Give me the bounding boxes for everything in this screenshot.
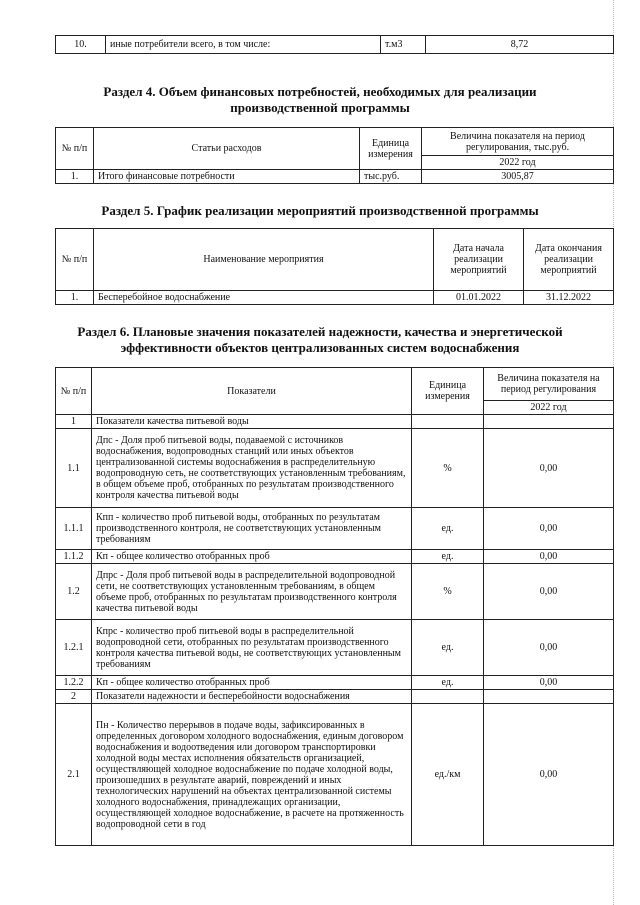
table-header-row xyxy=(56,128,614,156)
header-end: Дата окончания реализации мероприятий xyxy=(524,229,614,291)
row-value: 0,00 xyxy=(484,508,614,550)
section5-title: Раздел 5. График реализации мероприятий производственной программы xyxy=(101,203,539,218)
row-unit: % xyxy=(412,564,484,620)
header-num: № п/п xyxy=(56,229,94,291)
row-number: 1. xyxy=(56,291,94,305)
table-row xyxy=(56,550,614,564)
row-value: 0,00 xyxy=(484,564,614,620)
row-name: Кп - общее количество отобранных проб xyxy=(92,676,412,690)
header-year: 2022 год xyxy=(484,401,614,415)
section4-title-line1: Раздел 4. Объем финансовых потребностей, необходимых для реализации xyxy=(103,84,537,99)
row-name: Пн - Количество перерывов в подаче воды, зафиксированных в определенных договором холодного водоснабжения, единым договором водоснабжения и водоотведения или договором транспортировки холодной воды местах исполнения обязательств организацией, осуществляющей холодное водоснабжение по подаче холодной воды, произошедших в результате аварий, повреждений и иных технологических нарушений на объектах централизованной системы холодного водоснабжения, принадлежащих организации, осуществляющей холодное водоснабжение, в расчете на протяженность водопроводной сети в год xyxy=(92,704,412,846)
table-row xyxy=(56,415,614,429)
row-name: Итого финансовые потребности xyxy=(94,170,360,184)
table-row xyxy=(56,429,614,508)
row-number: 1. xyxy=(56,170,94,184)
row-number: 1.1.1 xyxy=(56,508,92,550)
row-number: 1.2.1 xyxy=(56,620,92,676)
table-row xyxy=(56,564,614,620)
row-unit: тыс.руб. xyxy=(360,170,422,184)
row-unit: ед./км xyxy=(412,704,484,846)
table-row xyxy=(56,291,614,305)
header-num: № п/п xyxy=(56,128,94,170)
row-name: Показатели качества питьевой воды xyxy=(92,415,412,429)
header-start: Дата начала реализации мероприятий xyxy=(434,229,524,291)
row-value: 0,00 xyxy=(484,676,614,690)
row-end: 31.12.2022 xyxy=(524,291,614,305)
table-row xyxy=(56,170,614,184)
section4-table xyxy=(55,127,614,184)
row-unit: % xyxy=(412,429,484,508)
row-number: 2.1 xyxy=(56,704,92,846)
header-num: № п/п xyxy=(56,368,92,415)
row-value: 8,72 xyxy=(426,36,614,54)
table-row xyxy=(56,690,614,704)
row-value xyxy=(484,415,614,429)
table-row xyxy=(56,620,614,676)
section5-table xyxy=(55,228,614,305)
row-number: 1.2 xyxy=(56,564,92,620)
row-unit: ед. xyxy=(412,676,484,690)
header-name: Статьи расходов xyxy=(94,128,360,170)
header-year: 2022 год xyxy=(422,156,614,170)
row-name: Дпс - Доля проб питьевой воды, подаваемой с источников водоснабжения, водопроводных станций или иных объектов централизованной системы водоснабжения в распределительную водопроводную сеть, не соответствующих установленным требованиям, в общем объеме проб, отобранных по результатам производственного контроля качества питьевой воды xyxy=(92,429,412,508)
row-name: иные потребители всего, в том числе: xyxy=(106,36,381,54)
row-unit: т.м3 xyxy=(381,36,426,54)
row-unit xyxy=(412,415,484,429)
top-table xyxy=(55,35,614,54)
row-value: 0,00 xyxy=(484,550,614,564)
header-unit: Единица измерения xyxy=(412,368,484,415)
row-name: Кпп - количество проб питьевой воды, отобранных по результатам производственного контроля, не соответствующих установленным требованиям xyxy=(92,508,412,550)
row-unit: ед. xyxy=(412,508,484,550)
row-number: 1 xyxy=(56,415,92,429)
section6-title-line2: эффективности объектов централизованных систем водоснабжения xyxy=(120,340,520,355)
section6-table xyxy=(55,367,614,846)
row-name: Кп - общее количество отобранных проб xyxy=(92,550,412,564)
row-name: Кпрс - количество проб питьевой воды в распределительной водопроводной сети, отобранных по результатам производственного контроля качества питьевой воды, не соответствующих установленным требованиям xyxy=(92,620,412,676)
row-number: 2 xyxy=(56,690,92,704)
row-name: Бесперебойное водоснабжение xyxy=(94,291,434,305)
row-name: Дпрс - Доля проб питьевой воды в распределительной водопроводной сети, не соответствующих установленным требованиям, в общем объеме проб, отобранных по результатам производственного контроля качества питьевой воды xyxy=(92,564,412,620)
row-number: 1.1.2 xyxy=(56,550,92,564)
row-number: 1.2.2 xyxy=(56,676,92,690)
table-header-row xyxy=(56,368,614,401)
row-value: 0,00 xyxy=(484,620,614,676)
header-name: Наименование мероприятия xyxy=(94,229,434,291)
table-row xyxy=(56,676,614,690)
table-row xyxy=(56,704,614,846)
row-unit xyxy=(412,690,484,704)
table-row xyxy=(56,508,614,550)
section4-title-line2: производственной программы xyxy=(230,100,410,115)
header-unit: Единица измерения xyxy=(360,128,422,170)
row-unit: ед. xyxy=(412,620,484,676)
row-value xyxy=(484,690,614,704)
row-value: 3005,87 xyxy=(422,170,614,184)
row-start: 01.01.2022 xyxy=(434,291,524,305)
section6-title-line1: Раздел 6. Плановые значения показателей надежности, качества и энергетической xyxy=(77,324,563,339)
row-name: Показатели надежности и бесперебойности водоснабжения xyxy=(92,690,412,704)
header-name: Показатели xyxy=(92,368,412,415)
row-number: 1.1 xyxy=(56,429,92,508)
row-value: 0,00 xyxy=(484,429,614,508)
row-number: 10. xyxy=(56,36,106,54)
row-unit: ед. xyxy=(412,550,484,564)
header-value: Величина показателя на период регулирования xyxy=(484,368,614,401)
header-value: Величина показателя на период регулирования, тыс.руб. xyxy=(422,128,614,156)
row-value: 0,00 xyxy=(484,704,614,846)
table-row xyxy=(56,36,614,54)
table-header-row xyxy=(56,229,614,291)
